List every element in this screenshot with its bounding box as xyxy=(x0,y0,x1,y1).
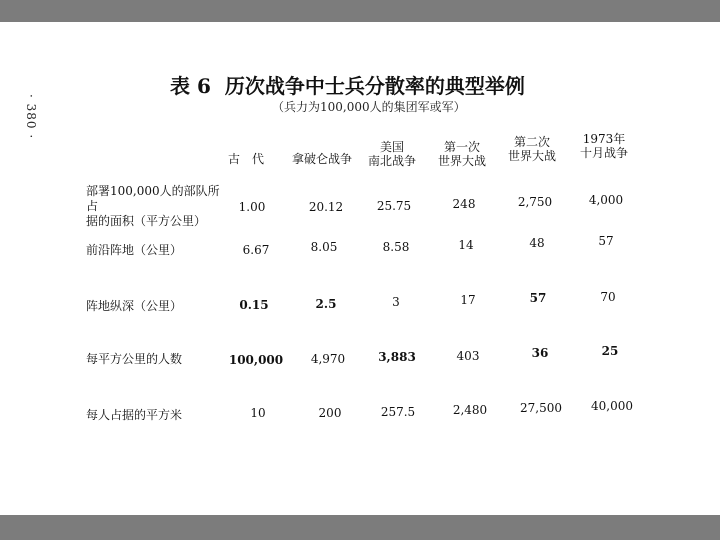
column-header-line: 世界大战 xyxy=(507,149,557,163)
table-cell: 3,883 xyxy=(378,350,416,364)
table-cell: 40,000 xyxy=(591,399,633,413)
table-cell: 25.75 xyxy=(376,199,412,213)
table-cell: 10 xyxy=(250,406,266,420)
column-header-line: 古 代 xyxy=(227,152,265,166)
table-cell: 4,000 xyxy=(588,193,624,207)
row-header xyxy=(86,299,226,314)
table-cell: 17 xyxy=(460,293,476,307)
table-cell: 27,500 xyxy=(520,401,562,415)
column-header-line: 1973年 xyxy=(582,132,626,146)
table-cell: 6.67 xyxy=(242,243,270,257)
table-cell: 100,000 xyxy=(228,353,284,367)
column-header xyxy=(438,140,486,168)
table-cell: 2.5 xyxy=(315,297,337,311)
table-title-text: 历次战争中士兵分散率的典型举例 xyxy=(224,74,525,98)
table-cell: 1.00 xyxy=(238,200,266,214)
table-cell: 25 xyxy=(601,344,619,358)
table-cell: 403 xyxy=(456,349,480,363)
column-header xyxy=(228,152,264,166)
table-cell: 2,480 xyxy=(452,403,488,417)
row-header-line: 阵地纵深（公里） xyxy=(86,299,183,313)
column-header-line: 美国 xyxy=(379,140,405,154)
column-header xyxy=(508,135,556,163)
column-header xyxy=(580,132,628,160)
table-cell: 3 xyxy=(392,295,400,309)
viewer-bottom-bar xyxy=(0,515,720,540)
table-label: 表 6 xyxy=(170,74,211,98)
table-cell: 14 xyxy=(458,238,474,252)
row-header-line: 每平方公里的人数 xyxy=(86,352,183,366)
table-cell: 57 xyxy=(598,234,614,248)
column-header-line: 世界大战 xyxy=(437,154,487,168)
row-header-line: 部署100,000人的部队所占 xyxy=(86,184,220,213)
column-header xyxy=(368,140,416,168)
table-cell: 200 xyxy=(318,406,342,420)
row-header-line: 据的面积（平方公里） xyxy=(86,214,207,228)
table-cell: 0.15 xyxy=(239,298,269,312)
row-header-line: 前沿阵地（公里） xyxy=(86,243,183,257)
table-cell: 57 xyxy=(529,291,547,305)
table-cell: 48 xyxy=(529,236,545,250)
column-header-line: 第一次 xyxy=(443,140,481,154)
column-header-line: 十月战争 xyxy=(579,146,629,160)
row-header-line: 每人占据的平方米 xyxy=(86,408,183,422)
row-header xyxy=(86,352,226,367)
row-header xyxy=(86,184,226,229)
column-header-line: 拿破仑战争 xyxy=(291,152,353,166)
table-cell: 2,750 xyxy=(517,195,553,209)
viewer-top-bar xyxy=(0,0,720,22)
table-cell: 8.58 xyxy=(382,240,410,254)
row-header xyxy=(86,408,226,423)
table-cell: 8.05 xyxy=(310,240,338,254)
row-header xyxy=(86,243,226,258)
table-subtitle: （兵力为100,000人的集团军或军） xyxy=(272,100,466,114)
table-title xyxy=(170,70,690,99)
table-cell: 36 xyxy=(531,346,549,360)
document-page xyxy=(0,22,720,515)
column-header-line: 第二次 xyxy=(513,135,551,149)
table-cell: 4,970 xyxy=(310,352,346,366)
column-header-line: 南北战争 xyxy=(367,154,417,168)
table-cell: 248 xyxy=(452,197,476,211)
table-cell: 257.5 xyxy=(380,405,416,419)
table-cell: 70 xyxy=(600,290,616,304)
page-number: · 380 · xyxy=(24,94,38,140)
column-header xyxy=(292,152,352,166)
table-cell: 20.12 xyxy=(308,200,344,214)
